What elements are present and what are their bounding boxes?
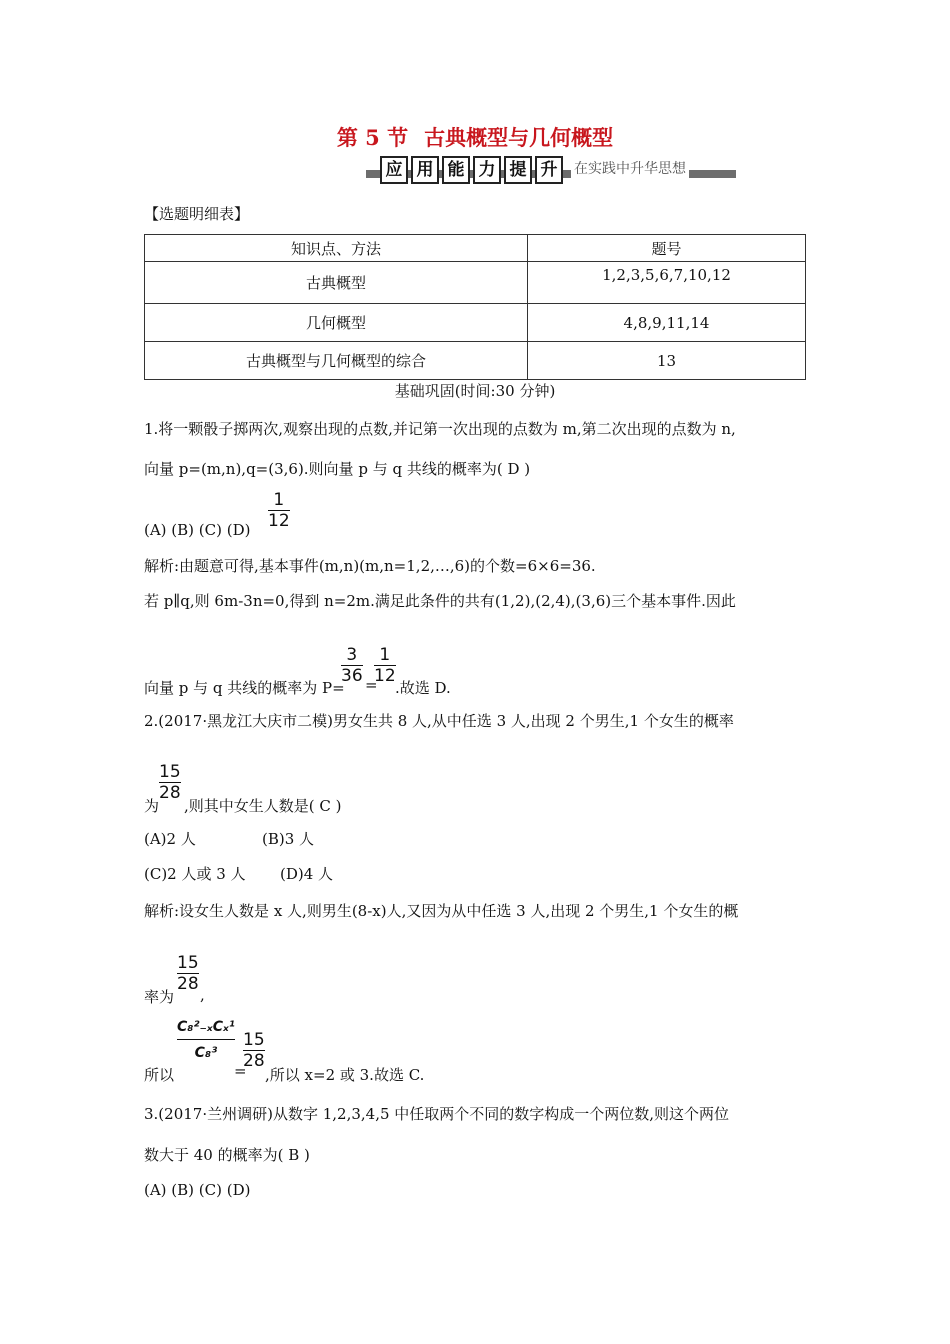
page-title: [0, 122, 950, 152]
q2-line2: ,则其中女生人数是( C ): [184, 797, 342, 815]
table-cell-topic: 古典概型与几何概型的综合: [145, 342, 528, 380]
q1-solution-line3: [144, 677, 345, 698]
q1-line2: 向量 p=(m,n),q=(3,6).则向量 p 与 q 共线的概率为( D ): [144, 460, 531, 478]
q2-solution-line2-suffix: ,: [200, 986, 205, 1004]
equals-sign: =: [365, 676, 378, 694]
q2-option-b: (B)3 人: [262, 830, 315, 848]
q1-options: (A) (B) (C) (D): [144, 521, 251, 539]
fraction-numerator: C₈²₋ₓCₓ¹: [177, 1019, 235, 1035]
table-row: [145, 262, 806, 304]
section-title: 古典概型与几何概型: [424, 125, 614, 150]
question-detail-table: [144, 234, 806, 380]
table-cell-numbers: 1,2,3,5,6,7,10,12: [528, 262, 806, 304]
q1-fraction-a: [341, 645, 363, 686]
equals-sign: =: [234, 1062, 247, 1080]
fraction-numerator: 15: [177, 953, 199, 973]
q1-line1: 1.将一颗骰子掷两次,观察出现的点数,并记第一次出现的点数为 m,第二次出现的点数为 n,: [144, 420, 736, 438]
banner-char: 应: [380, 156, 408, 184]
section-number: 第 5 节: [336, 125, 409, 150]
q2-solution-fraction: [177, 953, 199, 994]
q2-result-fraction: [243, 1030, 265, 1071]
table-cell-numbers: 4,8,9,11,14: [528, 304, 806, 342]
table-caption: 【选题明细表】: [144, 205, 250, 223]
table-cell-numbers: 13: [528, 342, 806, 380]
banner-char: 升: [535, 156, 563, 184]
fraction-denominator: 12: [374, 666, 396, 686]
fraction-numerator: 15: [159, 762, 181, 782]
fraction-denominator: 12: [268, 511, 290, 531]
q3-line2: 数大于 40 的概率为( B ): [144, 1146, 310, 1164]
q2-solution-line3-prefix: 所以: [144, 1066, 175, 1084]
table-header-topic: 知识点、方法: [145, 235, 528, 262]
q1-sol3-prefix: 向量 p 与 q 共线的概率为 P=: [144, 679, 345, 697]
q2-option-d: (D)4 人: [280, 865, 334, 883]
fraction-denominator: 28: [177, 974, 199, 994]
table-header-row: [145, 235, 806, 262]
table-row: [145, 342, 806, 380]
banner-char: 提: [504, 156, 532, 184]
q2-line1: 2.(2017·黑龙江大庆市二模)男女生共 8 人,从中任选 3 人,出现 2 个男生,1 个女生的概率: [144, 712, 734, 730]
q1-fraction-b: [374, 645, 396, 686]
fraction-denominator: 28: [159, 783, 181, 803]
table-cell-topic: 古典概型: [145, 262, 528, 304]
q2-solution-line1: 解析:设女生人数是 x 人,则男生(8-x)人,又因为从中任选 3 人,出现 2 个男生,1 个女生的概: [144, 902, 739, 920]
q2-combination-fraction: [177, 1015, 235, 1066]
q2-line2-prefix: 为: [144, 797, 160, 815]
fraction-denominator: 28: [243, 1051, 265, 1071]
fraction-numerator: 1: [273, 490, 285, 510]
q1-sol3-suffix: .故选 D.: [395, 679, 451, 697]
q1-solution-line2: 若 p∥q,则 6m-3n=0,得到 n=2m.满足此条件的共有(1,2),(2,4),(3,6)三个基本事件.因此: [144, 592, 736, 610]
fraction-denominator: C₈³: [177, 1039, 235, 1066]
banner-slogan: 在实践中升华思想: [571, 158, 689, 178]
fraction-denominator: 36: [341, 666, 363, 686]
subheading: 基础巩固(时间:30 分钟): [394, 382, 556, 400]
q3-options: (A) (B) (C) (D): [144, 1181, 251, 1199]
q2-option-a: (A)2 人: [144, 830, 196, 848]
banner-char: 用: [411, 156, 439, 184]
fraction-numerator: 15: [243, 1030, 265, 1050]
q1-solution-line1: 解析:由题意可得,基本事件(m,n)(m,n=1,2,…,6)的个数=6×6=36.: [144, 557, 596, 575]
banner-char: 能: [442, 156, 470, 184]
q2-solution-line2-prefix: 率为: [144, 988, 175, 1006]
q2-solution-line3-suffix: ,所以 x=2 或 3.故选 C.: [265, 1066, 425, 1084]
table-header-numbers: 题号: [528, 235, 806, 262]
table-cell-topic: 几何概型: [145, 304, 528, 342]
banner-char: 力: [473, 156, 501, 184]
q1-fraction: [268, 490, 290, 531]
fraction-numerator: 1: [379, 645, 391, 665]
ability-banner: [366, 154, 736, 184]
q3-line1: 3.(2017·兰州调研)从数字 1,2,3,4,5 中任取两个不同的数字构成一个两位数,则这个两位: [144, 1105, 730, 1123]
fraction-numerator: 3: [346, 645, 358, 665]
table-row: [145, 304, 806, 342]
q2-fraction: [159, 762, 181, 803]
q2-option-c: (C)2 人或 3 人: [144, 865, 246, 883]
